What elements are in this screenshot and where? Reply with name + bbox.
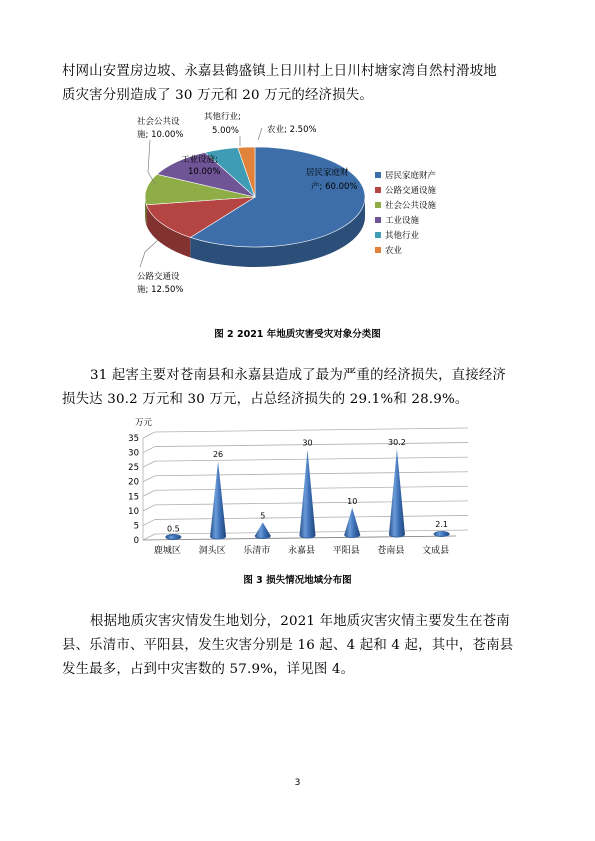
paragraph-1-line-2: 质灾害分别造成了 30 万元和 20 万元的经济损失。 (62, 88, 373, 103)
slice-label-road-line2: 施; 12.50% (137, 285, 184, 295)
value-label: 30 (302, 438, 313, 448)
x-tick-label: 乐清市 (243, 546, 271, 556)
value-label: 0.5 (166, 524, 180, 534)
value-label: 2.1 (435, 519, 449, 529)
slice-label-industry-line1: 工业设施; (181, 155, 218, 165)
gridline-depth (143, 534, 155, 540)
gridline (155, 457, 468, 461)
pie-slices (145, 147, 365, 247)
legend-swatch-agri (375, 247, 381, 253)
x-tick-label: 永嘉县 (287, 546, 316, 556)
paragraph-3 (62, 610, 534, 682)
slice-label-other-line2: 5.00% (212, 126, 240, 136)
cone-bar (255, 522, 271, 538)
legend-item-industry: 工业设施 (385, 216, 420, 226)
legend-swatch-residential (375, 172, 381, 178)
paragraph-2-line-1: 31 起害主要对苍南县和永嘉县造成了最为严重的经济损失，直接经济 (90, 368, 507, 383)
gridline-depth (143, 519, 155, 525)
paragraph-2 (62, 364, 534, 412)
slice-label-other (204, 112, 241, 136)
paragraph-3-line-1: 根据地质灾害灾情发生地划分，2021 年地质灾害灾情主要发生在苍南 (90, 614, 510, 629)
legend-swatch-industry (375, 217, 381, 223)
gridline-depth (143, 432, 155, 438)
gridline-depth (143, 505, 155, 511)
cone-bar (210, 461, 226, 538)
legend-item-residential: 居民家庭财产 (385, 171, 437, 181)
y-axis-ticks (128, 434, 139, 546)
cone-chart (0, 410, 595, 560)
paragraph-1-line-1: 村网山安置房边坡、永嘉县鹤盛镇上日川村上日川村塘家湾自然村滑坡地 (62, 64, 497, 79)
cone-bar (344, 508, 360, 537)
y-tick-label: 15 (128, 492, 139, 503)
paragraph-3-line-3: 发生最多，占到中灾害数的 57.9%，详见图 4。 (62, 662, 355, 677)
chart-cones (165, 449, 449, 540)
y-tick-label: 5 (133, 521, 139, 532)
figure-2-caption: 图 2 2021 年地质灾害受灾对象分类图 (214, 329, 381, 340)
value-label: 5 (260, 511, 266, 521)
y-tick-label: 25 (128, 463, 139, 474)
slice-label-public (137, 116, 183, 140)
value-label: 26 (212, 450, 224, 460)
y-tick-label: 10 (128, 506, 139, 517)
gridline-depth (143, 447, 155, 453)
page-number: 3 (294, 778, 301, 788)
x-tick-label: 平阳县 (332, 546, 360, 556)
y-axis-unit: 万元 (135, 418, 153, 428)
pie-chart (0, 112, 595, 312)
gridline-depth (143, 461, 155, 467)
pie-legend (375, 170, 437, 256)
slice-label-public-line1: 社会公共设 (137, 117, 180, 127)
legend-item-other: 其他行业 (385, 231, 420, 241)
cone-bar (389, 449, 405, 537)
gridline (155, 472, 468, 476)
slice-label-road (137, 271, 183, 295)
leader-line-agri (258, 128, 262, 140)
gridline-depth (143, 490, 155, 496)
leader-line-road (140, 240, 158, 267)
paragraph-2-line-2: 损失达 30.2 万元和 30 万元，占总经济损失的 29.1%和 28.9%。 (62, 392, 469, 407)
gridline-depth (143, 476, 155, 482)
slice-label-public-line2: 施; 10.00% (137, 130, 184, 140)
x-tick-label: 洞头区 (198, 546, 226, 556)
x-axis-labels (154, 544, 449, 556)
cone-bar (300, 450, 316, 538)
legend-swatch-public (375, 202, 381, 208)
slice-label-road-line1: 公路交通设 (137, 272, 180, 282)
x-tick-label: 苍南县 (377, 546, 405, 556)
x-axis-line (143, 536, 456, 540)
legend-item-agri: 农业 (385, 246, 403, 256)
value-label: 10 (347, 496, 358, 506)
slice-label-residential-line1: 居民家庭财 (306, 168, 349, 178)
paragraph-3-line-2: 县、乐清市、平阳县，发生灾害分别是 16 起、4 起和 4 起，其中，苍南县 (62, 638, 514, 653)
x-tick-label: 文成县 (422, 546, 450, 556)
legend-swatch-road (375, 187, 381, 193)
slice-label-agri: 农业; 2.50% (267, 125, 317, 135)
gridline (155, 486, 468, 490)
figure-3-caption: 图 3 损失情况地域分布图 (243, 575, 352, 586)
x-tick-label: 鹿城区 (153, 546, 181, 556)
paragraph-1 (62, 60, 534, 108)
y-tick-label: 30 (128, 448, 139, 459)
y-tick-label: 0 (133, 536, 139, 546)
y-tick-label: 35 (128, 434, 139, 444)
slice-label-other-line1: 其他行业; (204, 112, 241, 122)
legend-swatch-other (375, 232, 381, 238)
gridline (155, 428, 468, 432)
slice-label-residential-line2: 产; 60.00% (311, 182, 358, 192)
value-label: 30.2 (388, 437, 406, 447)
slice-label-industry-line2: 10.00% (188, 167, 221, 177)
y-tick-label: 20 (128, 477, 139, 488)
legend-item-public: 社会公共设施 (385, 201, 437, 211)
legend-item-road: 公路交通设施 (385, 186, 437, 196)
